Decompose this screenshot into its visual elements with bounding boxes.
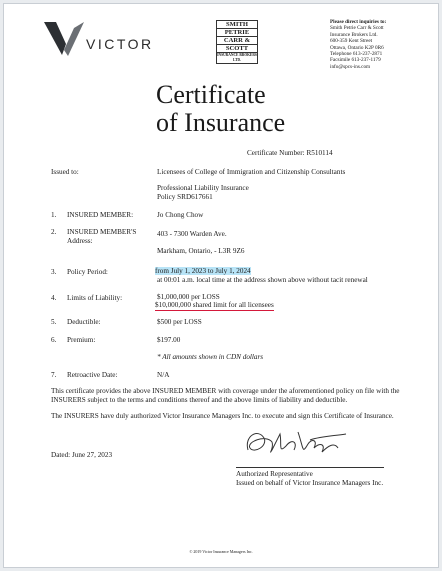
contact-heading: Please direct inquiries to: bbox=[330, 19, 387, 25]
deductible-value: $500 per LOSS bbox=[157, 318, 202, 326]
signer-role: Authorized Representative bbox=[236, 470, 313, 478]
coverage-paragraph: This certificate provides the above INSURED MEMBER with coverage under the aforementioned policy on file with the INSURERS subject to the terms and conditions thereof and the above limits of liability and deductible. bbox=[51, 387, 400, 404]
limits-label: Limits of Liability: bbox=[67, 294, 123, 302]
policy-type: Professional Liability Insurance bbox=[157, 184, 249, 192]
policy-period-value bbox=[155, 267, 251, 276]
signature-line bbox=[236, 467, 384, 468]
underlined-shared-limit: $10,000,000 shared limit for all licensees bbox=[155, 301, 274, 309]
premium-label: Premium: bbox=[67, 336, 96, 344]
contact-line: Smith Petrie Carr & Scott bbox=[330, 25, 384, 32]
footer-copyright: © 2019 Victor Insurance Managers Inc. bbox=[189, 549, 253, 554]
policy-period-label: Policy Period: bbox=[67, 268, 108, 276]
insured-member-value: Jo Chong Chow bbox=[157, 211, 204, 219]
broker-seal bbox=[216, 20, 258, 64]
highlighted-period: from July 1, 2023 to July 1, 2024 bbox=[155, 267, 251, 275]
brand-name: VICTOR bbox=[86, 36, 154, 52]
item-number: 1. bbox=[51, 211, 57, 219]
contact-block bbox=[330, 19, 438, 70]
contact-line: Ottawa, Ontario K2P 0R6 bbox=[330, 44, 384, 51]
item-number: 2. bbox=[51, 228, 57, 236]
policy-number: Policy SRD617661 bbox=[157, 193, 213, 201]
address-label: INSURED MEMBER'S bbox=[67, 228, 137, 236]
seal-line: SMITH bbox=[217, 21, 257, 29]
issued-to-value: Licensees of College of Immigration and Citizenship Consultants bbox=[157, 168, 346, 176]
contact-line: Insurance Brokers Ltd. bbox=[330, 31, 378, 38]
seal-line: CARR & bbox=[217, 37, 257, 45]
authorization-paragraph: The INSURERS have duly authorized Victor Insurance Managers Inc. to execute and sign this Certificate of Insurance. bbox=[51, 412, 394, 420]
title-line: Certificate bbox=[156, 80, 266, 109]
address-line-2: Markham, Ontario, - L3R 9Z6 bbox=[157, 247, 245, 255]
address-label-2: Address: bbox=[67, 237, 93, 245]
item-number: 4. bbox=[51, 294, 57, 302]
title-line: of Insurance bbox=[156, 108, 286, 137]
certificate-page bbox=[3, 3, 439, 568]
victor-logo-icon bbox=[44, 22, 84, 58]
insured-member-label: INSURED MEMBER: bbox=[67, 211, 134, 219]
item-number: 6. bbox=[51, 336, 57, 344]
limit-per-loss: $1,000,000 per LOSS bbox=[157, 293, 220, 301]
seal-line: INSURANCE BROKERS LTD. bbox=[217, 53, 257, 62]
signer-organization: Issued on behalf of Victor Insurance Managers Inc. bbox=[236, 479, 384, 487]
currency-note: * All amounts shown in CDN dollars bbox=[157, 353, 264, 361]
premium-value: $197.00 bbox=[157, 336, 181, 344]
item-number: 7. bbox=[51, 371, 57, 379]
deductible-label: Deductible: bbox=[67, 318, 101, 326]
document-title bbox=[156, 81, 285, 137]
contact-line: 600-359 Kent Street bbox=[330, 38, 373, 45]
issued-to-label: Issued to: bbox=[51, 168, 79, 176]
shared-limit bbox=[155, 301, 274, 310]
seal-line: PETRIE bbox=[217, 29, 257, 37]
contact-line: Telephone 613-237-2871 bbox=[330, 51, 383, 58]
address-line-1: 403 - 7300 Warden Ave. bbox=[157, 230, 227, 238]
item-number: 3. bbox=[51, 268, 57, 276]
retro-date-label: Retroactive Date: bbox=[67, 371, 118, 379]
item-number: 5. bbox=[51, 318, 57, 326]
certificate-number: Certificate Number: R510114 bbox=[247, 149, 333, 157]
contact-email: info@spcs-ins.com bbox=[330, 63, 371, 70]
contact-line: Facsimile 613-237-1179 bbox=[330, 57, 381, 64]
policy-period-note: at 00:01 a.m. local time at the address shown above without tacit renewal bbox=[157, 276, 368, 284]
handwritten-signature bbox=[242, 424, 352, 464]
retro-date-value: N/A bbox=[157, 371, 170, 379]
seal-line: SCOTT bbox=[217, 45, 257, 53]
dated: Dated: June 27, 2023 bbox=[51, 451, 113, 459]
